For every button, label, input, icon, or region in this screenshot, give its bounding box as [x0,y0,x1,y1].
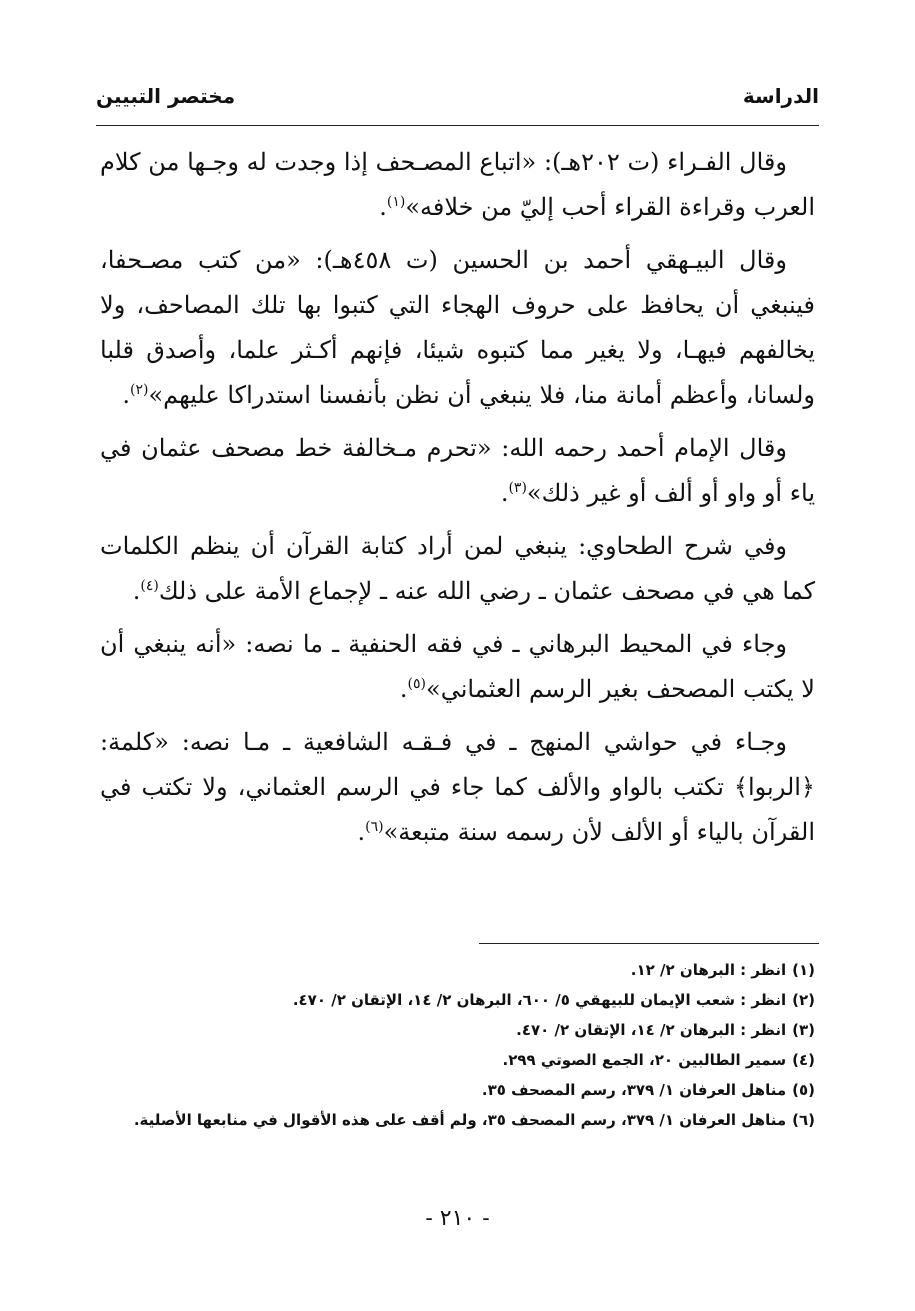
footnote-ref: (٣) [508,480,527,496]
footnote-item [100,1075,815,1105]
footnote-text: مناهل العرفان ١/ ٣٧٩، رسم المصحف ٣٥. [481,1081,787,1099]
paragraph-bayhaqi: وقال البيـهقي أحمد بن الحسين (ت ٤٥٨هـ): «من كتب مصـحفا، فينبغي أن يحافظ على حروف الهجاء التي كتبوا بها تلك المصاحف، ولا يخالفهم فيهـا، ولا يغير مما كتبوه شيئا، فإنهم أكـثر علما، وأصدق قلبا ولسانا، وأعظم أمانة منا، فلا ينبغي أن نظن بأنفسنا استدراكا عليهم»$^{(٢)}$. [100,246,815,409]
footnotes [100,955,815,1135]
footnote-item [100,1015,815,1045]
footnote-text: انظر : شعب الإيمان للبيهقي ٥/ ٦٠٠، البرهان ٢/ ١٤، الإتقان ٢/ ٤٧٠. [292,991,787,1009]
footnote-number: (٦) [792,1111,815,1129]
paragraph-hawashi: وجـاء في حواشي المنهج ـ في فـقـه الشافعية ـ مـا نصه: «كلمة: ﴿الربوا﴾ تكتب بالواو والألف كما جاء في الرسم العثماني، ولا تكتب في القرآن بالياء أو الألف لأن رسمه سنة متبعة»$^{(٦)}$. [100,728,815,846]
footnote-number: (٤) [792,1051,815,1069]
paragraph-tahawi: وفي شرح الطحاوي: ينبغي لمن أراد كتابة القرآن أن ينظم الكلمات كما هي في مصحف عثمان ـ رضي الله عنه ـ لإجماع الأمة على ذلك$^{(٤)}$. [100,532,815,605]
paragraph-ahmad: وقال الإمام أحمد رحمه الله: «تحرم مـخالفة خط مصحف عثمان في ياء أو واو أو ألف أو غير ذلك»$^{(٣)}$. [100,434,815,507]
footnote-item [100,1105,815,1135]
footnote-ref: (٥) [407,676,427,692]
page-number: - ٢١٠ - [425,1206,490,1231]
book-title: مختصر التبيين [96,84,236,108]
paragraph-muhit: وجاء في المحيط البرهاني ـ في فقه الحنفية ـ ما نصه: «أنه ينبغي أن لا يكتب المصحف بغير الرسم العثماني»$^{(٥)}$. [100,630,815,703]
footnote-item [100,985,815,1015]
footnote-number: (٣) [792,1021,815,1039]
footnote-text: سمير الطالبين ٢٠، الجمع الصوتي ٢٩٩. [502,1051,787,1069]
header-divider [96,125,819,126]
footnote-ref: (٤) [140,578,159,594]
footnote-text: انظر : البرهان ٢/ ١٢. [630,961,787,979]
footnote-text: مناهل العرفان ١/ ٣٧٩، رسم المصحف ٣٥، ولم أقف على هذه الأقوال في منابعها الأصلية. [133,1111,787,1129]
footnote-divider [479,943,819,944]
footnote-number: (٢) [792,991,815,1009]
footnote-ref: (٢) [130,382,149,398]
footnote-text: انظر : البرهان ٢/ ١٤، الإتقان ٢/ ٤٧٠. [516,1021,787,1039]
running-header [96,84,819,118]
footnote-item [100,955,815,985]
footnote-ref: (٦) [365,819,384,835]
body-text [100,140,815,863]
paragraph-farra: وقال الفـراء (ت ٢٠٢هـ): «اتباع المصـحف إذا وجدت له وجـها من كلام العرب وقراءة القراء أحب إليّ من خلافه»$^{(١)}$. [100,148,815,221]
footnote-number: (٥) [792,1081,815,1099]
footnote-number: (١) [792,961,815,979]
footnote-item [100,1045,815,1075]
section-title: الدراسة [742,84,819,108]
footnote-ref: (١) [386,194,406,210]
